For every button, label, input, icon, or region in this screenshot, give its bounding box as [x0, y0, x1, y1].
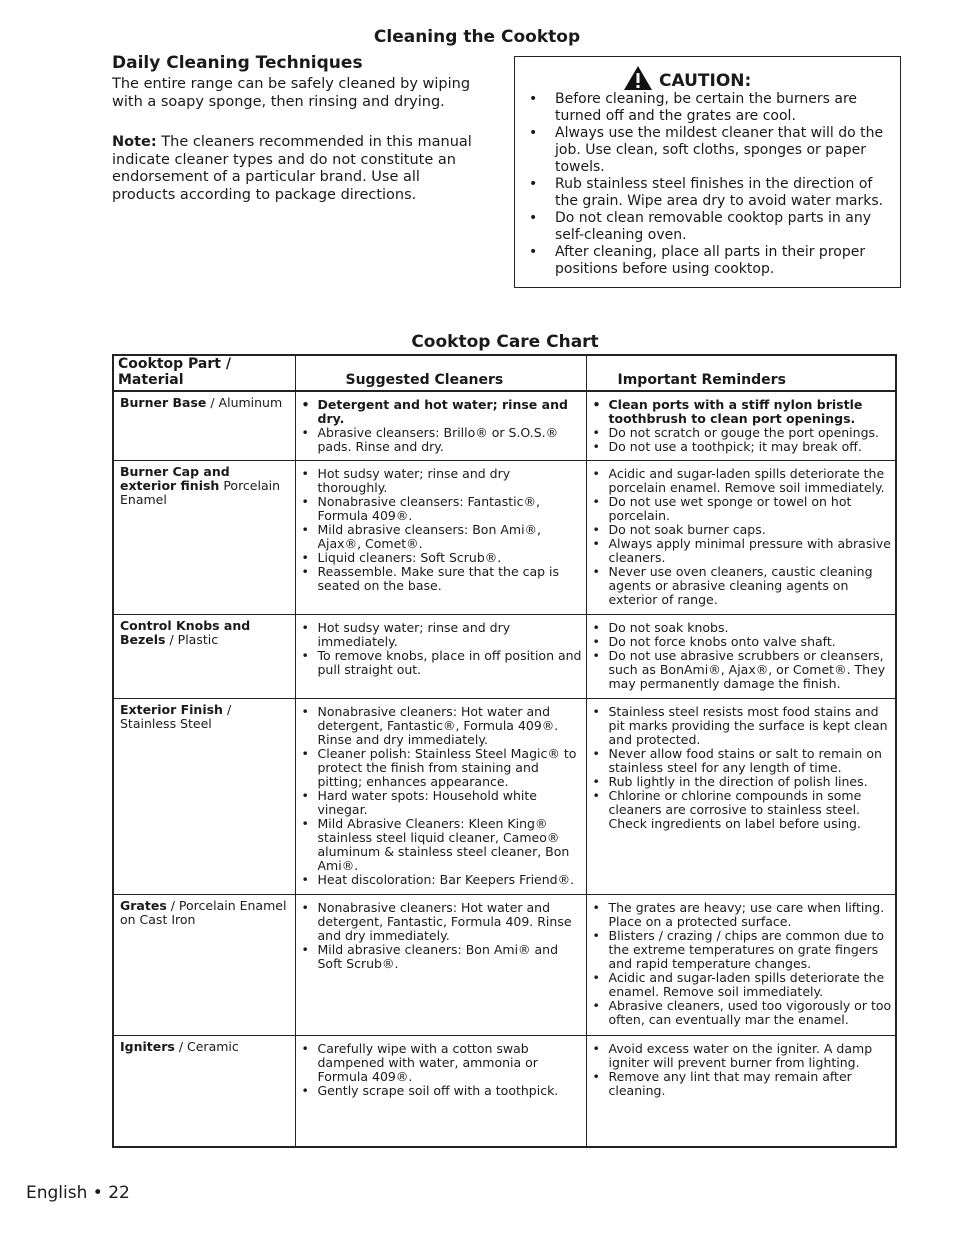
caution-list [525, 91, 895, 278]
cleaner-item: • Nonabrasive cleansers: Fantastic®, Formula 409®. [300, 495, 584, 523]
note-text: The cleaners recommended in this manual indicate cleaner types and do not constitute an endorsement of a particular brand. Use all products according to package directions. [112, 134, 472, 203]
page-title: Cleaning the Cooktop [373, 27, 581, 47]
cleaners-cell [295, 698, 586, 894]
part-material: / Porcelain Enamel on Cast Iron [120, 897, 287, 927]
part-name: Exterior Finish [120, 701, 223, 717]
cleaner-item: • Hard water spots: Household white vinegar. [300, 789, 584, 817]
reminders-cell [586, 698, 896, 894]
part-material: / Aluminum [210, 395, 283, 410]
reminders-list [587, 895, 896, 1027]
reminder-item: • Acidic and sugar-laden spills deteriorate the porcelain enamel. Remove soil immediately. [591, 467, 894, 495]
reminders-list [587, 699, 896, 831]
caution-item: • Before cleaning, be certain the burners are turned off and the grates are cool. [525, 91, 895, 125]
note-paragraph [112, 134, 482, 204]
part-cell [113, 460, 295, 614]
part-cell [113, 391, 295, 460]
caution-item: • After cleaning, place all parts in their proper positions before using cooktop. [525, 244, 895, 278]
reminder-item: • Abrasive cleaners, used too vigorously or too often, can eventually mar the enamel. [591, 999, 894, 1027]
column-header-reminders: Important Reminders [586, 355, 896, 391]
reminders-cell [586, 460, 896, 614]
reminders-cell [586, 614, 896, 698]
caution-item: • Rub stainless steel finishes in the direction of the grain. Wipe area dry to avoid water marks. [525, 176, 895, 210]
cleaner-item: • Liquid cleaners: Soft Scrub®. [300, 551, 584, 565]
part-cell [113, 698, 295, 894]
cleaner-item: • Nonabrasive cleaners: Hot water and detergent, Fantastic, Formula 409. Rinse and dry immediately. [300, 901, 584, 943]
caution-box [514, 56, 901, 288]
reminder-item: • The grates are heavy; use care when lifting. Place on a protected surface. [591, 901, 894, 929]
column-header-part: Cooktop Part / Material [113, 355, 295, 391]
column-header-cleaners: Suggested Cleaners [295, 355, 586, 391]
reminders-cell [586, 1035, 896, 1147]
table-header-row [113, 355, 896, 391]
part-name: Grates [120, 897, 167, 913]
daily-cleaning-heading: Daily Cleaning Techniques [112, 53, 363, 73]
care-chart-title: Cooktop Care Chart [411, 332, 599, 352]
table-row [113, 391, 896, 460]
part-material: / Plastic [169, 631, 219, 647]
part-cell [113, 614, 295, 698]
cleaners-cell [295, 460, 586, 614]
reminder-item: • Do not scratch or gouge the port openings. [591, 426, 894, 440]
cleaners-list [296, 392, 586, 454]
table-row [113, 698, 896, 894]
reminder-item: • Never allow food stains or salt to remain on stainless steel for any length of time. [591, 747, 894, 775]
cleaners-list [296, 461, 586, 593]
reminder-item: • Do not force knobs onto valve shaft. [591, 635, 894, 649]
cleaners-list [296, 895, 586, 971]
daily-cleaning-text: The entire range can be safely cleaned by wiping with a soapy sponge, then rinsing and drying. [112, 76, 471, 110]
part-cell [113, 1035, 295, 1147]
cleaners-cell [295, 391, 586, 460]
part-name: Burner Cap and exterior finish [120, 463, 230, 493]
table-row [113, 460, 896, 614]
note-label: Note: [112, 134, 157, 150]
cleaner-item: • To remove knobs, place in off position and pull straight out. [300, 649, 584, 677]
part-name: Control Knobs and Bezels [120, 617, 251, 647]
cleaner-item: • Abrasive cleansers: Brillo® or S.O.S.® pads. Rinse and dry. [300, 426, 584, 454]
reminders-list [587, 1036, 896, 1098]
caution-item: • Do not clean removable cooktop parts in any self-cleaning oven. [525, 210, 895, 244]
cleaners-list [296, 699, 586, 887]
reminder-item: • Rub lightly in the direction of polish lines. [591, 775, 894, 789]
care-chart-table [112, 354, 897, 1148]
table-row [113, 614, 896, 698]
reminder-item: • Do not use a toothpick; it may break off. [591, 440, 894, 454]
reminder-item: • Stainless steel resists most food stains and pit marks providing the surface is kept clean and protected. [591, 705, 894, 747]
cleaners-cell [295, 894, 586, 1035]
reminder-item: • Do not soak knobs. [591, 621, 894, 635]
cleaner-item: • Carefully wipe with a cotton swab dampened with water, ammonia or Formula 409®. [300, 1042, 584, 1084]
caution-item: • Always use the mildest cleaner that will do the job. Use clean, soft cloths, sponges or paper towels. [525, 125, 895, 176]
cleaner-item: • Heat discoloration: Bar Keepers Friend®. [300, 873, 584, 887]
part-name: Igniters [120, 1038, 175, 1054]
reminders-cell [586, 894, 896, 1035]
cleaner-item: • Mild abrasive cleansers: Bon Ami®, Ajax®, Comet®. [300, 523, 584, 551]
reminder-item: • Acidic and sugar-laden spills deteriorate the enamel. Remove soil immediately. [591, 971, 894, 999]
page-footer: English • 22 [26, 1183, 130, 1203]
cleaner-item: • Hot sudsy water; rinse and dry thoroughly. [300, 467, 584, 495]
cleaner-item: • Reassemble. Make sure that the cap is seated on the base. [300, 565, 584, 593]
cleaner-item: • Gently scrape soil off with a toothpick. [300, 1084, 584, 1098]
cleaner-item: • Nonabrasive cleaners: Hot water and detergent, Fantastic®, Formula 409®. Rinse and dry immediately. [300, 705, 584, 747]
cleaner-item: • Cleaner polish: Stainless Steel Magic® to protect the finish from staining and pitting; enhances appearance. [300, 747, 584, 789]
cleaners-list [296, 1036, 586, 1098]
reminders-list [587, 461, 896, 607]
reminder-item: • Do not use abrasive scrubbers or cleansers, such as BonAmi®, Ajax®, or Comet®. They may permanently damage the finish. [591, 649, 894, 691]
reminder-item: • Always apply minimal pressure with abrasive cleaners. [591, 537, 894, 565]
reminder-item: • Remove any lint that may remain after cleaning. [591, 1070, 894, 1098]
reminder-item: • Blisters / crazing / chips are common due to the extreme temperatures on grate fingers and rapid temperature changes. [591, 929, 894, 971]
reminder-item: • Do not use wet sponge or towel on hot porcelain. [591, 495, 894, 523]
cleaners-cell [295, 614, 586, 698]
reminder-item: • Chlorine or chlorine compounds in some cleaners are corrosive to stainless steel. Check ingredients on label before using. [591, 789, 894, 831]
cleaner-item: • Detergent and hot water; rinse and dry. [300, 398, 584, 426]
cleaner-item: • Mild Abrasive Cleaners: Kleen King® stainless steel liquid cleaner, Cameo® aluminum & stainless steel cleaner, Bon Ami®. [300, 817, 584, 873]
table-row [113, 894, 896, 1035]
part-name: Burner Base [120, 395, 207, 410]
part-material: Porcelain Enamel [120, 477, 281, 507]
reminder-item: • Do not soak burner caps. [591, 523, 894, 537]
reminder-item: • Never use oven cleaners, caustic cleaning agents or abrasive cleaning agents on exterior of range. [591, 565, 894, 607]
cleaner-item: • Hot sudsy water; rinse and dry immediately. [300, 621, 584, 649]
cleaners-cell [295, 1035, 586, 1147]
cleaner-item: • Mild abrasive cleaners: Bon Ami® and Soft Scrub®. [300, 943, 584, 971]
part-material: / Stainless Steel [120, 701, 232, 731]
part-material: / Ceramic [178, 1038, 239, 1054]
caution-title: CAUTION: [659, 70, 752, 91]
reminder-item: • Clean ports with a stiff nylon bristle toothbrush to clean port openings. [591, 398, 894, 426]
reminders-list [587, 392, 896, 454]
cleaners-list [296, 615, 586, 677]
reminders-list [587, 615, 896, 691]
part-cell [113, 894, 295, 1035]
reminder-item: • Avoid excess water on the igniter. A damp igniter will prevent burner from lighting. [591, 1042, 894, 1070]
table-row [113, 1035, 896, 1147]
reminders-cell [586, 391, 896, 460]
